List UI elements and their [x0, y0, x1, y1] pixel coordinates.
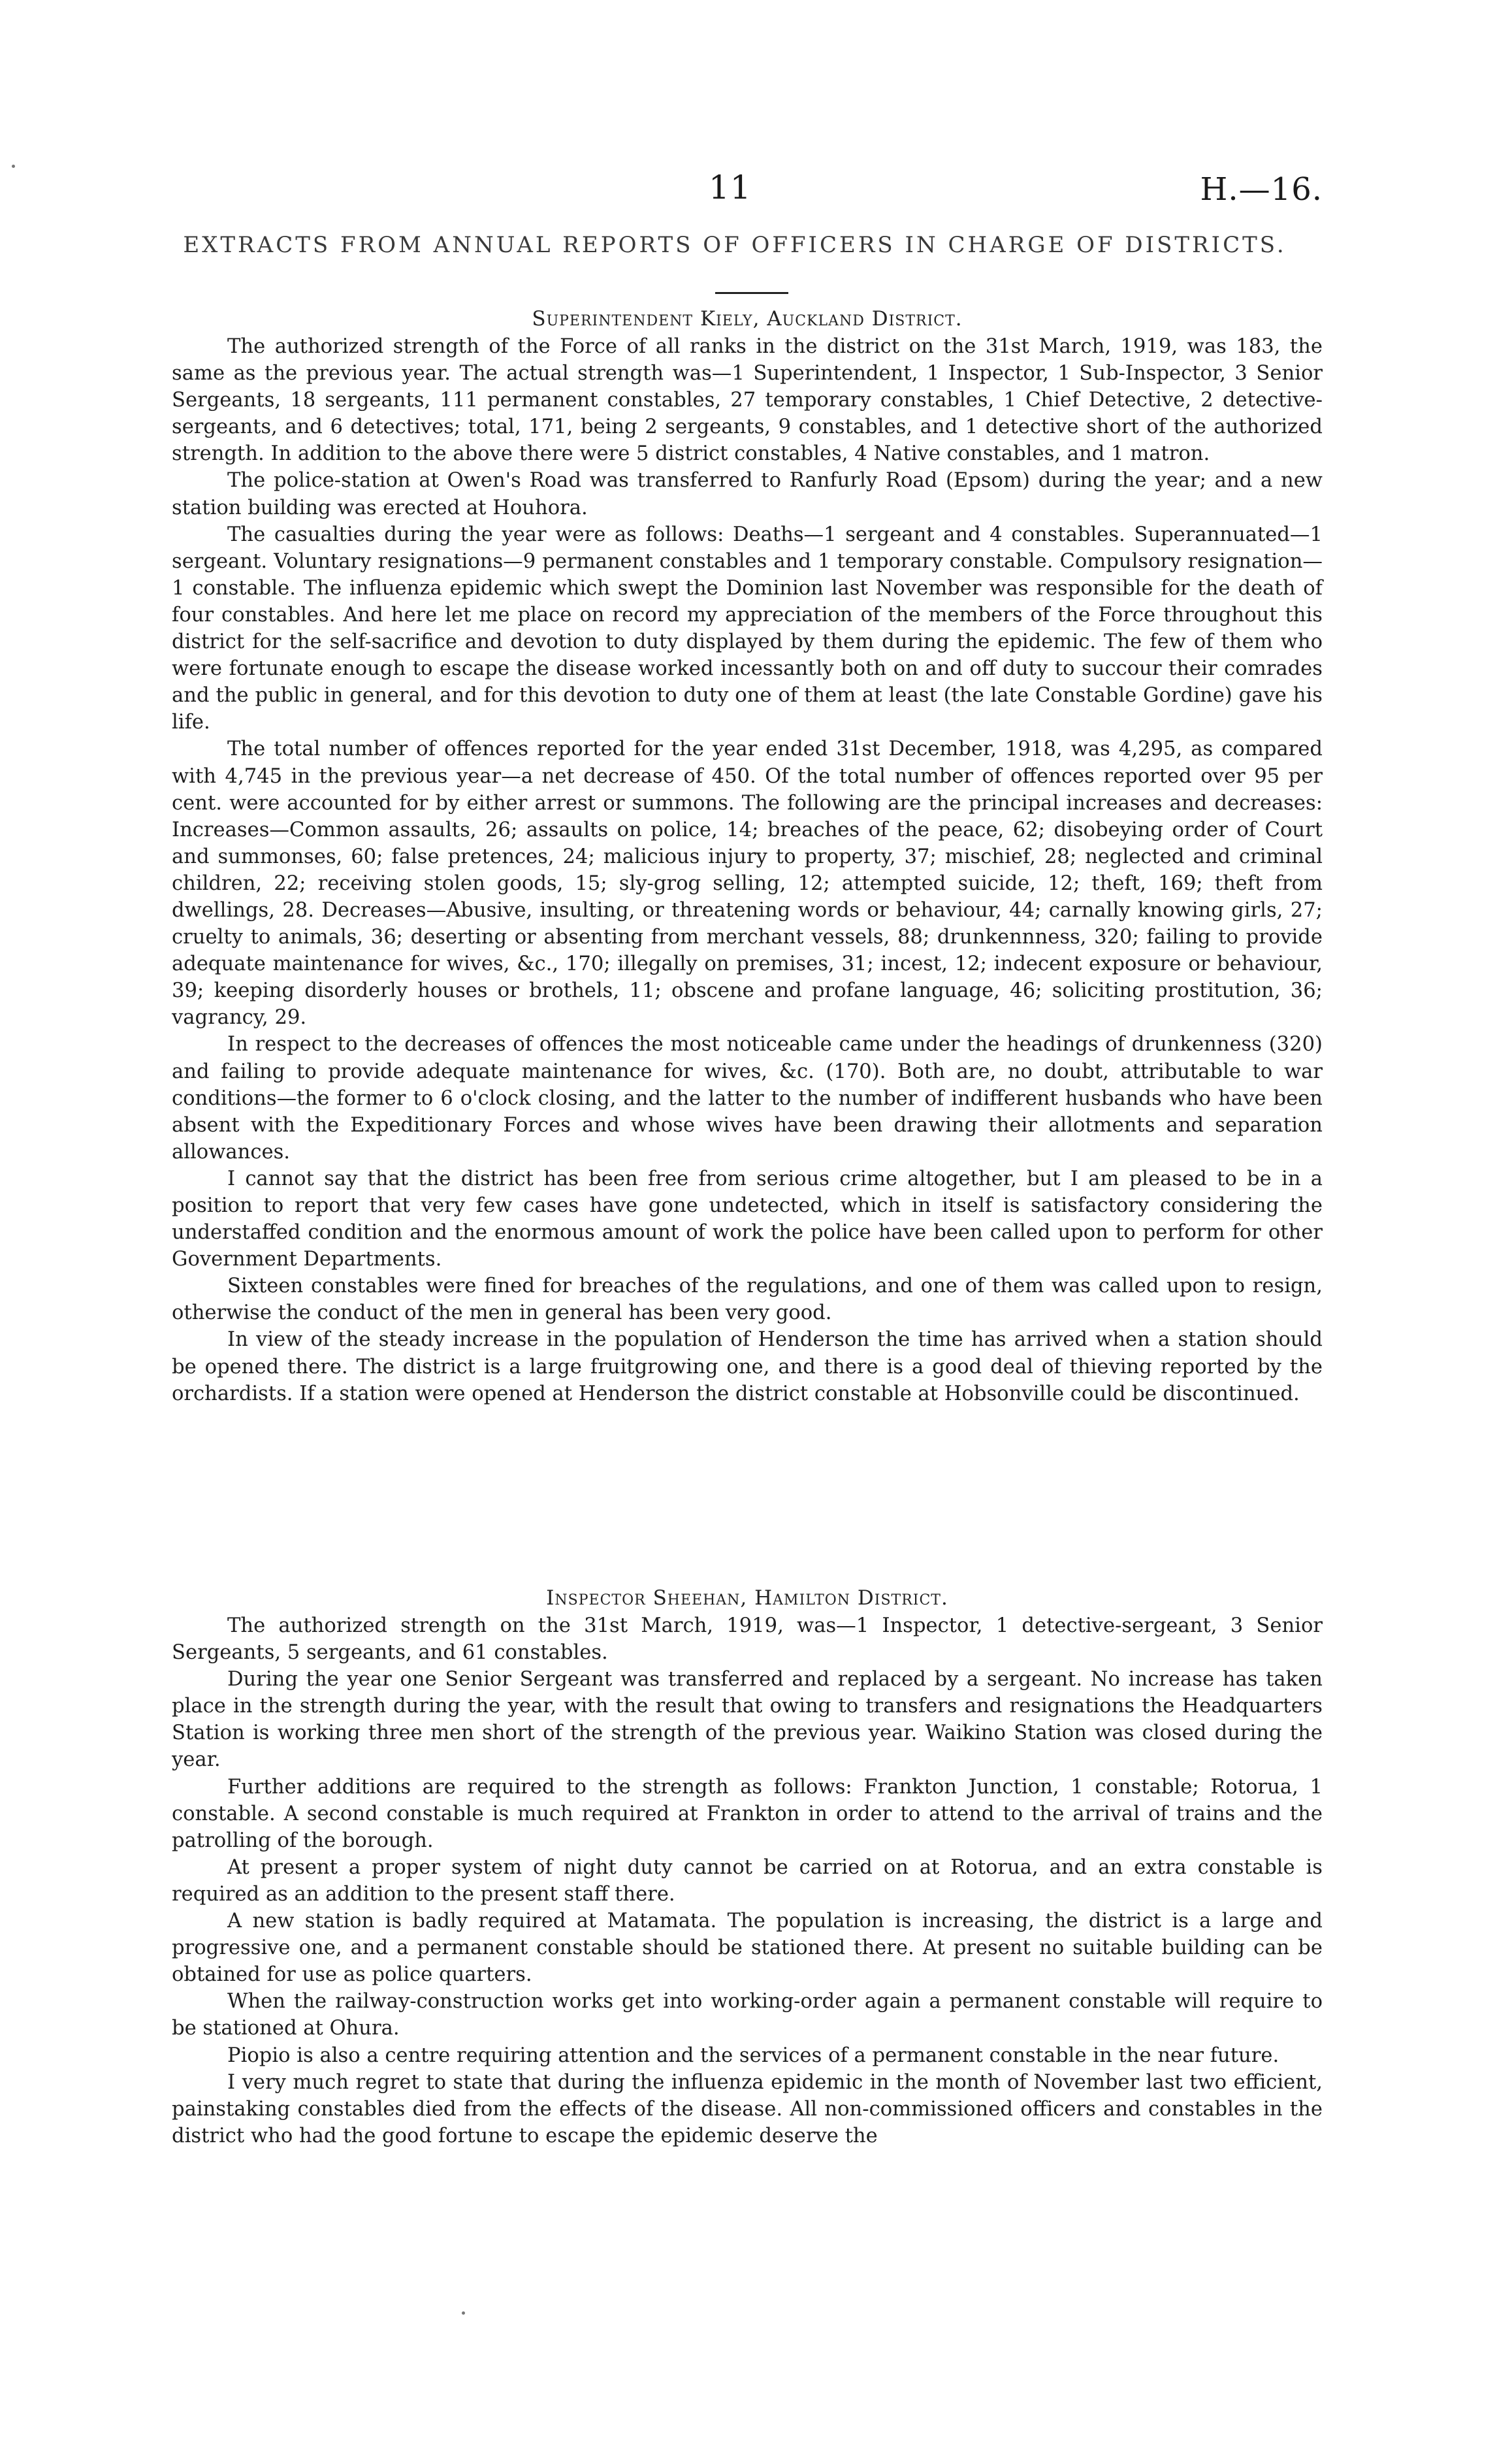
paragraph: In respect to the decreases of offences the most noticeable came under the headings of drunkenness (320) and failing to provide adequate maintenance for wives, &c. (170). Both are, no doubt, attributable to war conditions—the former to 6 o'clock closing, and the latter to the number of indifferent husbands who have been absent with the Expeditionary Forces and whose wives have been drawing their allotments and separation allowances.: [172, 1033, 1323, 1164]
scan-speck: [12, 165, 15, 168]
section-heading: Inspector Sheehan, Hamilton District.: [546, 1586, 948, 1610]
document-title: EXTRACTS FROM ANNUAL REPORTS OF OFFICERS IN CHARGE OF DISTRICTS.: [183, 232, 1287, 258]
paragraph: I very much regret to state that during the influenza epidemic in the month of November last two efficient, painstaking constables died from the effects of the disease. All non-commissioned officers and constables in the district who had the good fortune to escape the epidemic deserve the: [172, 2070, 1323, 2147]
page-number: 11: [709, 169, 752, 206]
paragraph: A new station is badly required at Matamata. The population is increasing, the district is a large and progressive one, and a permanent constable should be stationed there. At present no suitable building can be obtained for use as police quarters.: [172, 1910, 1323, 1987]
paragraph: I cannot say that the district has been free from serious crime altogether, but I am pleased to be in a position to report that very few cases have gone undetected, which in itself is satisfactory considering the understaffed condition and the enormous amount of work the police have been called upon to perform for other Government Departments.: [172, 1167, 1323, 1271]
paragraph: Piopio is also a centre requiring attention and the services of a permanent constable in the near future.: [227, 2044, 1279, 2067]
paragraph: The casualties during the year were as follows: Deaths—1 sergeant and 4 constables. Superannuated—1 sergeant. Voluntary resignations—9 permanent constables and 1 temporary constable. Compulsory resignation—1 constable. The influenza epidemic which swept the Dominion last November was responsible for the death of four constables. And here let me place on record my appreciation of the members of the Force throughout this district for the self-sacrifice and devotion to duty displayed by them during the epidemic. The few of them who were fortunate enough to escape the disease worked incessantly both on and off duty to succour their comrades and the public in general, and for this devotion to duty one of them at least (the late Constable Gordine) gave his life.: [172, 523, 1323, 734]
paragraph: During the year one Senior Sergeant was transferred and replaced by a sergeant. No increase has taken place in the strength during the year, with the result that owing to transfers and resignations the Headquarters Station is working three men short of the strength of the previous year. Waikino Station was closed during the year.: [172, 1668, 1323, 1772]
paragraph: The authorized strength of the Force of all ranks in the district on the 31st March, 1919, was 183, the same as the previous year. The actual strength was—1 Superintendent, 1 Inspector, 1 Sub-Inspector, 3 Senior Sergeants, 18 sergeants, 111 permanent constables, 27 temporary constables, 1 Chief Detective, 2 detective-sergeants, and 6 detectives; total, 171, being 2 sergeants, 9 constables, and 1 detective short of the authorized strength. In addition to the above there were 5 district constables, 4 Native constables, and 1 matron.: [172, 335, 1323, 466]
paragraph: The police-station at Owen's Road was transferred to Ranfurly Road (Epsom) during the year; and a new station building was erected at Houhora.: [172, 469, 1323, 519]
paragraph: At present a proper system of night duty cannot be carried on at Rotorua, and an extra constable is required as an addition to the present staff there.: [172, 1855, 1323, 1906]
paragraph: Further additions are required to the strength as follows: Frankton Junction, 1 constable; Rotorua, 1 constable. A second constable is much required at Frankton in order to attend to the arrival of trains and the patrolling of the borough.: [172, 1775, 1323, 1852]
paragraph: Sixteen constables were fined for breaches of the regulations, and one of them was called upon to resign, otherwise the conduct of the men in general has been very good.: [172, 1275, 1323, 1325]
section-heading: Superintendent Kiely, Auckland District.: [532, 307, 963, 331]
paragraph: The authorized strength on the 31st March, 1919, was—1 Inspector, 1 detective-sergeant, 3 Senior Sergeants, 5 sergeants, and 61 constables.: [172, 1614, 1323, 1665]
scan-speck: [462, 2311, 465, 2315]
paragraph: In view of the steady increase in the population of Henderson the time has arrived when a station should be opened there. The district is a large fruitgrowing one, and there is a good deal of thieving reported by the orchardists. If a station were opened at Henderson the district constable at Hobsonville could be discontinued.: [172, 1328, 1323, 1405]
section-auckland-district: [172, 307, 1323, 1407]
document-reference: H.—16.: [1200, 171, 1323, 208]
section-hamilton-district: [172, 1586, 1323, 2149]
paragraph: When the railway-construction works get into working-order again a permanent constable will require to be stationed at Ohura.: [172, 1990, 1323, 2040]
paragraph: The total number of offences reported for the year ended 31st December, 1918, was 4,295, as compared with 4,745 in the previous year—a net decrease of 450. Of the total number of offences reported over 95 per cent. were accounted for by either arrest or summons. The following are the principal increases and decreases: Increases—Common assaults, 26; assaults on police, 14; breaches of the peace, 62; disobeying order of Court and summonses, 60; false pretences, 24; malicious injury to property, 37; mischief, 28; neglected and criminal children, 22; receiving stolen goods, 15; sly-grog selling, 12; attempted suicide, 12; theft, 169; theft from dwellings, 28. Decreases—Abusive, insulting, or threatening words or behaviour, 44; carnally knowing girls, 27; cruelty to animals, 36; deserting or absenting from merchant vessels, 88; drunkennness, 320; failing to provide adequate maintenance for wives, &c., 170; illegally on premises, 31; incest, 12; indecent exposure or behaviour, 39; keeping disorderly houses or brothels, 11; obscene and profane language, 46; soliciting prostitution, 36; vagrancy, 29.: [172, 738, 1323, 1030]
title-divider: [715, 292, 788, 294]
